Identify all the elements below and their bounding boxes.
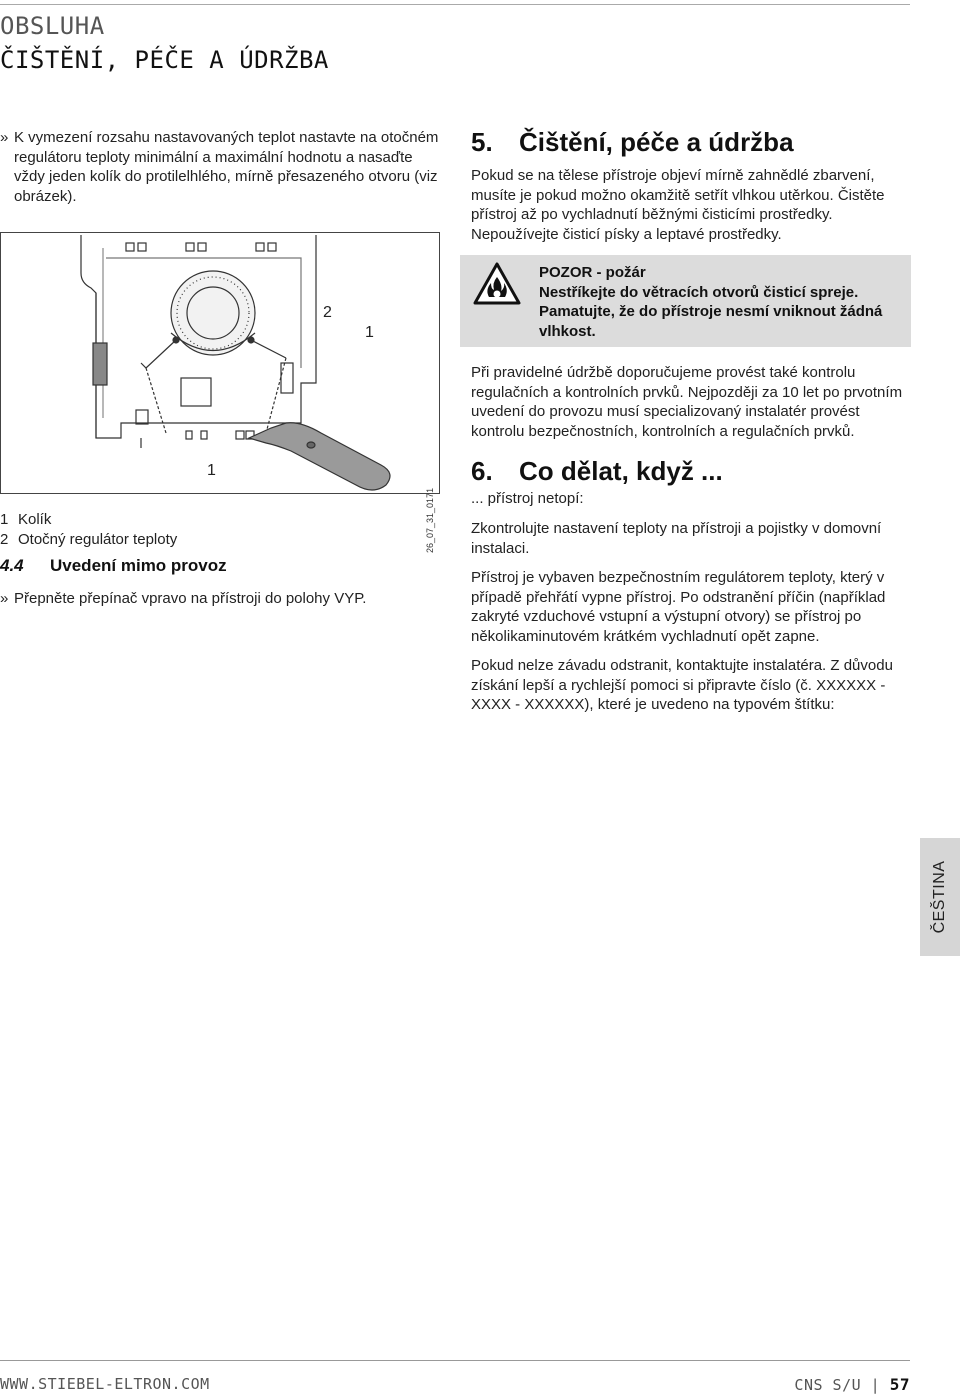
legend-item: 1 Kolík [0,511,52,528]
footer-website: WWW.STIEBEL-ELTRON.COM [0,1375,210,1393]
warning-line: Nestříkejte do větracích otvorů čisticí spreje. [539,283,859,301]
subsection-heading: 4.4 Uvedení mimo provoz [0,556,227,575]
figure-legend [0,510,177,550]
footer-page-info [794,1375,910,1394]
maintenance-paragraph: Při pravidelné údržbě doporučujeme provést také kontrolu regulačních a kontrolních prvků. Nejpozději za 10 let po prvotním uvedení do provozu musí specializovaný instalatér provést kontrolu bezpečnostních, kontrolních a regulačních prvků. [471,364,903,440]
page-title: ČIŠTĚNÍ, PÉČE A ÚDRŽBA [0,46,329,74]
legend-item: 2 Otočný regulátor teploty [0,531,178,548]
footer-model: CNS S/U [794,1376,862,1394]
cleaning-paragraph: Pokud se na tělese přístroje objeví mírně zahnědlé zbarvení, musíte je pokud možno okamžitě setřít vlhkou utěrkou. Čistěte přístroj až po vychladnutí běžnými čisticími prostředky. Nepoužívejte čisticí písky a leptavé prostředky. [471,167,885,243]
section-label: OBSLUHA [0,12,105,40]
callout-1-bottom: 1 [207,462,216,479]
warning-box [460,255,911,347]
bullet-mark: » [0,129,9,146]
page-number: 57 [889,1375,910,1394]
figure-code: 26_07_31_0171 [425,487,435,553]
warning-title: POZOR - požár [539,264,646,281]
shutdown-instruction: » Přepněte přepínač vpravo na přístroji do polohy VYP. [0,590,367,607]
contact-installer-paragraph: Pokud nelze závadu odstranit, kontaktujte instalatéra. Z důvodu získání lepší a rychlejší pomoci si připravte číslo (č. XXXXXX - XXXX - XXXXXX), které je uvedeno na typovém štítku: [471,657,893,713]
section5-heading: 5. Čištění, péče a údržba [471,127,794,157]
thermostat-illustration [1,233,441,495]
not-heating-label: ... přístroj netopí: [471,490,584,507]
footer-rule [0,1360,910,1361]
header-rule [0,4,910,5]
footer-separator: | [870,1376,881,1394]
callout-1-top: 1 [365,324,374,341]
fire-warning-icon [472,261,522,307]
warning-text [539,263,905,341]
check-settings-paragraph: Zkontrolujte nastavení teploty na přístroji a pojistky v domovní instalaci. [471,520,882,557]
language-tab: ČEŠTINA [920,838,960,956]
left-intro [0,128,440,206]
warning-line: Pamatujte, že do přístroje nesmí vniknout žádná vlhkost. [539,303,883,340]
intro-text: K vymezení rozsahu nastavovaných teplot nastavte na otočném regulátoru teploty minimální a maximální hodnotu a nasaďte vždy jeden kolík do protilelhlého, mírně přesazeného otvoru (viz obrázek). [14,129,439,205]
section6-heading: 6. Co dělat, když ... [471,456,723,486]
callout-2: 2 [323,304,332,321]
safety-thermostat-paragraph: Přístroj je vybaven bezpečnostním regulátorem teploty, který v případě přehřátí vypne přístroj. Po odstranění příčin (například zakryté vzduchové vstupní a výstupní otvory) se přístroj po několikaminutovém krátkém vychladnutí opět zapne. [471,569,886,645]
